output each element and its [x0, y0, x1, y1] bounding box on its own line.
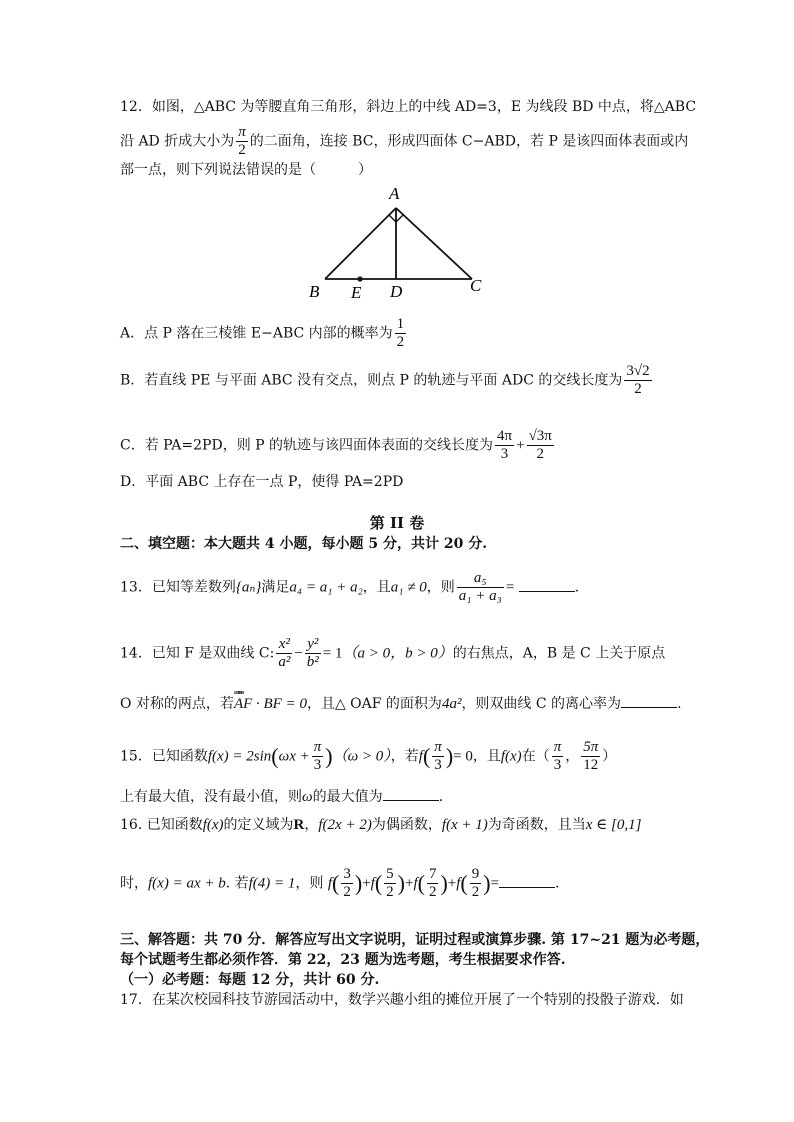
q16-term2-frac: $\frac{5}{2}$: [386, 866, 394, 900]
q16-term2-open: (: [374, 870, 383, 896]
q12-line2: [120, 124, 688, 159]
q12-line2-b: 的二面角，连接 BC，形成四面体 C−ABD，若 P 是该四面体表面或内: [249, 133, 689, 150]
q16-text-a: 16. 已知函数: [120, 817, 203, 833]
q12-triangle-figure: [300, 180, 500, 300]
q12-line2-a: 沿 AD 折成大小为: [120, 133, 235, 150]
label-b: B: [309, 282, 320, 300]
q15-line2: [120, 786, 443, 807]
q15-line2-b: 的最大值为: [312, 789, 383, 805]
q12-option-b-text: B．若直线 PE 与平面 ABC 没有交点，则点 P 的轨迹与平面 ADC 的交线长度为: [120, 372, 623, 389]
q14-line2: [120, 693, 682, 714]
q16-term2-f: f: [370, 875, 375, 892]
q12-option-a-text: A．点 P 落在三棱锥 E−ABC 内部的概率为: [120, 325, 393, 342]
q16-f3: f(x + 1): [441, 817, 488, 833]
q15-f1-open: (: [422, 743, 431, 769]
q16-text-e: 为奇函数，且当: [487, 817, 586, 833]
q16-given: f(4) = 1: [248, 875, 296, 892]
q16-term2-close: ): [397, 870, 405, 896]
q16-text-d: 为偶函数，: [371, 817, 442, 833]
q16-line2-a: 时，: [120, 875, 148, 892]
q13-condition: a₄ = a₁ + a₂: [289, 579, 363, 596]
q15-comma: ，: [565, 748, 580, 765]
q14-frac2: $\frac{\text{y²}}{\text{b²}}$: [306, 636, 319, 670]
q15-paren-close: ): [325, 743, 333, 769]
q14-line2-c: ，则双曲线 C 的离心率为: [461, 696, 622, 712]
label-d: D: [390, 282, 403, 300]
q14-answer-blank[interactable]: [621, 693, 677, 708]
label-a: A: [389, 184, 400, 203]
q16-term4-close: ): [483, 870, 491, 896]
edge-ab: [325, 208, 396, 279]
q12-option-d: D．平面 ABC 上存在一点 P，使得 PA=2PD: [120, 474, 404, 490]
q12-option-a-frac: $\frac{1}{2}$: [396, 316, 405, 350]
q15-text-a: 15．已知函数: [120, 748, 208, 765]
q15-f1-eq: = 0: [453, 748, 473, 765]
q16-line2-b: . 若: [225, 875, 249, 892]
q15-int-frac1: $\frac{\pi}{3}$: [553, 739, 562, 773]
q15-func: f(x) = 2sin: [207, 748, 272, 765]
q15-text-b: ，若: [390, 748, 419, 765]
label-c: C: [470, 276, 482, 295]
q13-text-b: 满足: [261, 579, 290, 596]
q14-end: .: [677, 696, 682, 712]
q12-line1: 12．如图，△ABC 为等腰直角三角形，斜边上的中线 AD=3，E 为线段 BD 中点，将△ABC: [120, 99, 697, 115]
q16-plus1: +: [362, 875, 371, 892]
q16-term4-f: f: [456, 875, 461, 892]
q16-line1: [120, 815, 641, 835]
q12-option-a: [120, 316, 408, 351]
q14-frac1: $\frac{\text{x²}}{\text{a²}}$: [278, 636, 291, 670]
q16-answer-blank[interactable]: [499, 873, 555, 888]
q15-paren-open: (: [271, 743, 279, 769]
q16-term3-frac: $\frac{7}{2}$: [428, 866, 437, 900]
q14-vector-eq: ʟʀʀʀ AF · BF = 0: [234, 694, 307, 714]
q16-cond: x ∈ [0,1]: [585, 817, 642, 833]
q16-text-b: 的定义域为: [223, 817, 294, 833]
edge-ac: [396, 208, 472, 279]
section3-line2: 每个试题考生都必须作答．第 22，23 题为选考题，考生根据要求作答.: [120, 952, 566, 968]
q13-answer-blank[interactable]: [519, 577, 575, 592]
q15-arg: ωx +: [278, 748, 310, 765]
q14-line1: [120, 636, 665, 671]
q15-line2-a: 上有最大值，没有最小值，则: [120, 789, 302, 805]
q12-angle-frac: $\frac{\pi}{2}$: [238, 124, 246, 158]
q15-close: ）: [602, 748, 617, 765]
q16-eq-sign: =: [490, 875, 500, 892]
q13-text-c: ，且: [362, 579, 391, 596]
q15-answer-blank[interactable]: [383, 786, 439, 801]
q16-plus3: +: [447, 875, 457, 892]
q16-R: R: [293, 817, 305, 833]
label-e: E: [351, 283, 362, 300]
q16-plus2: +: [404, 875, 414, 892]
q12-line3: 部一点，则下列说法错误的是（ ）: [120, 162, 372, 178]
q16-fx: f(x): [202, 817, 224, 833]
q15-int-frac2: $\frac{5\pi}{12}$: [583, 739, 599, 773]
q16-term4-open: (: [460, 870, 468, 896]
q16-end: .: [555, 875, 560, 892]
q16-term1-f: f: [327, 875, 333, 892]
q16-term1-frac: $\frac{3}{2}$: [343, 866, 351, 900]
q16-line2: [120, 866, 560, 901]
q13-eq-sign: =: [505, 579, 515, 596]
q14-area: 4a²: [441, 696, 462, 712]
section3-line1: 三、解答题：共 70 分．解答应写出文字说明，证明过程或演算步骤. 第 17~21 题为必考题，: [120, 932, 710, 948]
q15-text-d: 在（: [521, 748, 550, 765]
q14-line2-b: ，且△ OAF 的面积为: [306, 696, 442, 712]
q13-text-a: 13．已知等差数列: [120, 579, 236, 596]
q15-line1: [120, 739, 616, 774]
q16-term1-open: (: [332, 870, 340, 896]
q16-term3-close: ): [440, 870, 448, 896]
q12-option-c-plus: +: [516, 437, 525, 454]
q16-line2-c: ，则: [295, 875, 324, 892]
section2-heading: 二、填空题：本大题共 4 小题，每小题 5 分，共计 20 分.: [120, 536, 488, 552]
q15-arg-frac: $\frac{\pi}{3}$: [313, 739, 322, 773]
q15-end: .: [438, 789, 444, 805]
q13-sequence: {aₙ}: [235, 579, 262, 596]
q14-line2-a: O 对称的两点，若: [120, 696, 234, 712]
q15-fx: f(x): [500, 748, 522, 765]
q13-nonzero: a₁ ≠ 0: [390, 579, 427, 596]
q16-def: f(x) = ax + b: [148, 875, 226, 892]
q14-text-a: 14．已知 F 是双曲线 C:: [120, 645, 275, 662]
q12-option-c: [120, 428, 556, 463]
q13-frac: $\frac{\text{a₅}}{\text{a₁ + a₃}}$: [458, 570, 502, 604]
q16-text-c: ，: [304, 817, 319, 833]
q16-term3-open: (: [417, 870, 425, 896]
q13-end: .: [574, 579, 580, 596]
q15-f1-frac: $\frac{\pi}{3}$: [434, 739, 442, 773]
q14-eq1: = 1: [322, 645, 343, 662]
q12-option-c-frac1: $\frac{4\pi}{3}$: [497, 428, 513, 462]
q15-cond: （ω > 0）: [332, 748, 391, 765]
q12-option-b-frac: $\frac{3√2}{2}$: [626, 363, 650, 397]
q12-option-c-text: C．若 PA=2PD，则 P 的轨迹与该四面体表面的交线长度为: [120, 437, 494, 454]
q15-f1: f: [418, 748, 423, 765]
q15-f1-close: ): [445, 743, 454, 769]
q16-term4-frac: $\frac{9}{2}$: [471, 866, 480, 900]
q15-text-c: ，且: [472, 748, 501, 765]
section3-line3: （一）必考题：每题 12 分，共计 60 分.: [120, 972, 380, 988]
point-e: [357, 276, 362, 281]
q16-term3-f: f: [413, 875, 418, 892]
q13-text-d: ，则: [426, 579, 455, 596]
part2-title: 第 II 卷: [369, 514, 425, 532]
q16-term1-close: ): [354, 870, 363, 896]
q16-f2: f(2x + 2): [318, 817, 372, 833]
q15-omega: ω: [302, 789, 313, 805]
q14-cond: （a > 0，b > 0）: [342, 645, 453, 662]
q12-option-b: [120, 363, 654, 398]
q14-text-b: 的右焦点，A，B 是 C 上关于原点: [452, 645, 666, 662]
q14-minus: −: [294, 645, 303, 662]
q12-option-c-frac2: $\frac{√3\pi}{2}$: [528, 428, 552, 462]
q13: [120, 570, 579, 605]
q17-line1: 17．在某次校园科技节游园活动中，数学兴趣小组的摊位开展了一个特别的投骰子游戏．如: [120, 992, 684, 1008]
